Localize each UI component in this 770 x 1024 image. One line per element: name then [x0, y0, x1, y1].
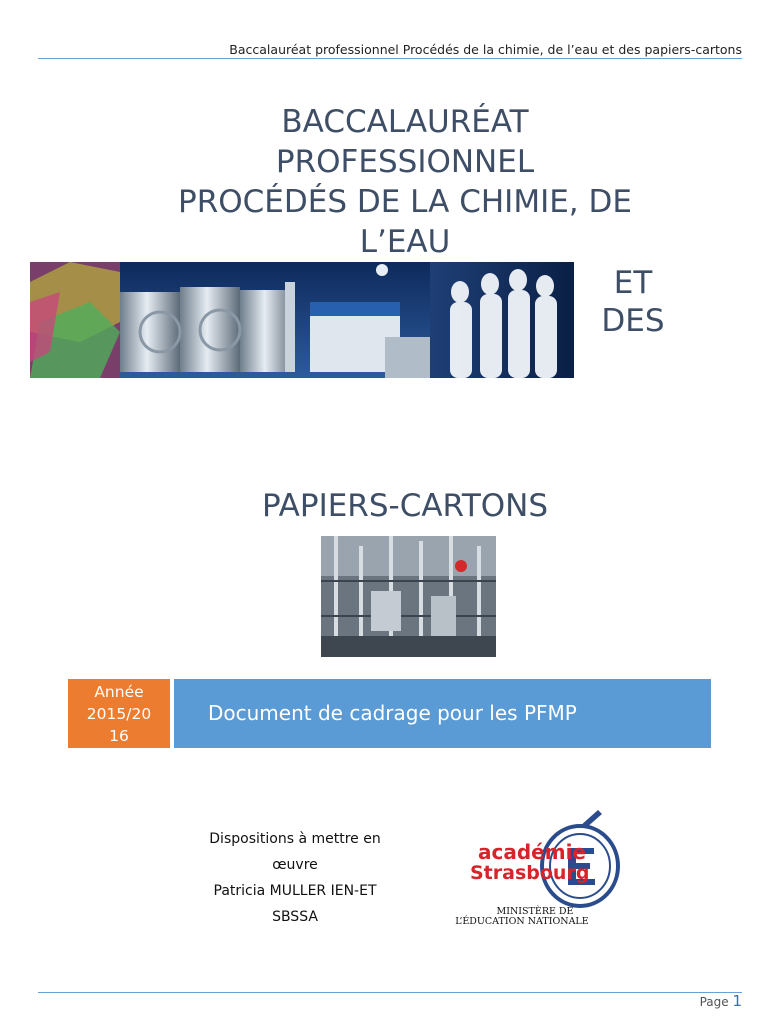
page-number-value: 1: [732, 992, 742, 1010]
title-line: PAPIERS-CARTONS: [261, 488, 549, 524]
year-line: 16: [109, 727, 129, 745]
year-badge: [68, 679, 170, 748]
author-line: SBSSA: [272, 909, 318, 925]
document-subtitle-banner: Document de cadrage pour les PFMP: [174, 679, 711, 748]
dispositions-block: [180, 826, 410, 930]
title-line: DES: [601, 303, 665, 339]
ministry-line: MINISTÈRE DE: [496, 906, 574, 917]
footer-divider: [38, 992, 742, 993]
title-line: ET: [613, 265, 653, 301]
title-line: L’EAU: [359, 224, 451, 260]
lab-equipment-image: [321, 536, 496, 657]
document-title: [100, 102, 710, 262]
header-divider: [38, 58, 742, 59]
page-number: [700, 992, 742, 1010]
year-line: 2015/20: [86, 705, 152, 723]
dispositions-line: œuvre: [272, 857, 318, 873]
author-line: Patricia MULLER IEN-ET: [213, 883, 377, 899]
academie-strasbourg-logo: [440, 808, 620, 926]
logo-line: Strasbourg: [470, 862, 590, 884]
ministry-line: L’ÉDUCATION NATIONALE: [455, 916, 589, 926]
logo-line: académie: [478, 840, 586, 864]
year-line: Année: [94, 683, 144, 701]
title-continuation: [598, 264, 668, 340]
industrial-plant-image: [30, 262, 574, 378]
dispositions-line: Dispositions à mettre en: [209, 831, 381, 847]
title-line: PROFESSIONNEL: [275, 144, 535, 180]
title-line: PROCÉDÉS DE LA CHIMIE, DE: [178, 184, 632, 220]
running-header: Baccalauréat professionnel Procédés de la chimie, de l’eau et des papiers-cartons: [229, 42, 742, 57]
page-label: Page: [699, 995, 729, 1009]
title-line: BACCALAURÉAT: [281, 104, 529, 140]
